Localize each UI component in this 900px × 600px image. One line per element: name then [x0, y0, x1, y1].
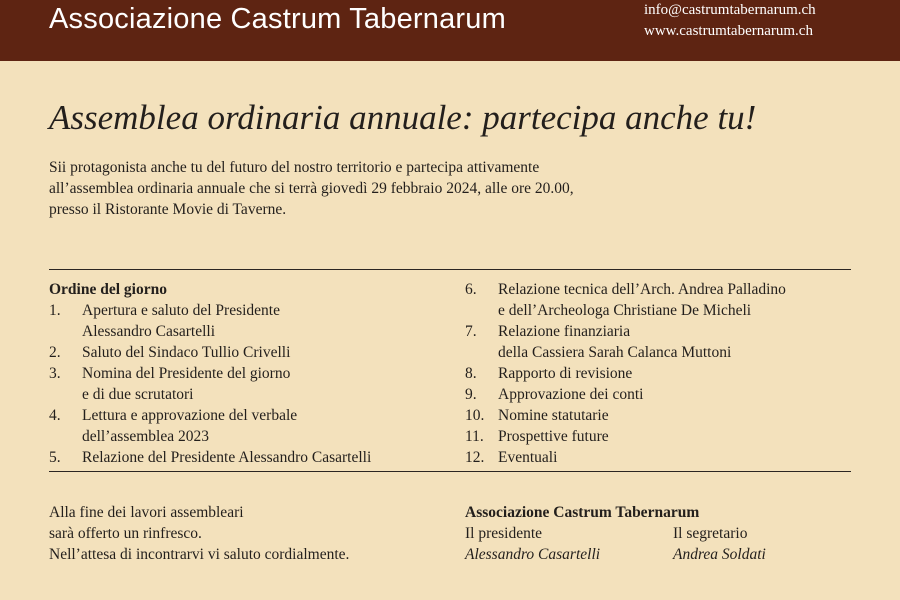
secretary-signature: [673, 523, 766, 565]
secretary-name: Andrea Soldati: [673, 546, 766, 563]
agenda-item-text: Nomina del Presidente del giorno: [82, 365, 291, 382]
intro-line: all’assemblea ordinaria annuale che si terrà giovedì 29 febbraio 2024, alle ore 20.00,: [49, 180, 574, 197]
agenda-item-number: 7.: [465, 323, 477, 340]
closing-line: sarà offerto un rinfresco.: [49, 525, 202, 542]
agenda-item-text: Relazione del Presidente Alessandro Casartelli: [82, 449, 372, 466]
agenda-item-number: 5.: [49, 449, 61, 466]
president-signature: [465, 523, 600, 565]
contact-info: [644, 0, 816, 42]
agenda-item-text: e dell’Archeologa Christiane De Micheli: [498, 302, 752, 319]
agenda-item: [465, 426, 786, 447]
intro-line: Sii protagonista anche tu del futuro del nostro territorio e partecipa attivamente: [49, 159, 540, 176]
intro-line: presso il Ristorante Movie di Taverne.: [49, 201, 287, 218]
agenda-item-number: 6.: [465, 281, 477, 298]
divider-bottom: [49, 471, 851, 472]
agenda-item-number: 11.: [465, 428, 484, 445]
agenda-item-number: 10.: [465, 407, 485, 424]
agenda-item-number: 12.: [465, 449, 485, 466]
agenda-item: [465, 279, 786, 321]
agenda-item-text: Relazione tecnica dell’Arch. Andrea Palladino: [498, 281, 786, 298]
agenda-item-text: Prospettive future: [498, 428, 609, 445]
agenda-item-text: della Cassiera Sarah Calanca Muttoni: [498, 344, 732, 361]
closing-line: Alla fine dei lavori assembleari: [49, 504, 244, 521]
agenda-item: [465, 384, 786, 405]
header-banner: [0, 0, 900, 61]
president-role: Il presidente: [465, 525, 543, 542]
agenda-item: [49, 342, 371, 363]
signature-org: Associazione Castrum Tabernarum: [465, 504, 700, 521]
agenda-item-text: Rapporto di revisione: [498, 365, 633, 382]
association-title: Associazione Castrum Tabernarum: [49, 3, 506, 35]
agenda-item-text: Lettura e approvazione del verbale: [82, 407, 298, 424]
closing-line: Nell’attesa di incontrarvi vi saluto cordialmente.: [49, 546, 350, 563]
agenda-right-column: [465, 279, 786, 468]
agenda-item: [49, 447, 371, 468]
agenda-item-number: 3.: [49, 365, 61, 382]
agenda-item-text: Relazione finanziaria: [498, 323, 631, 340]
agenda-title: Ordine del giorno: [49, 281, 167, 298]
agenda-item: [49, 300, 371, 342]
agenda-item-number: 1.: [49, 302, 61, 319]
president-name: Alessandro Casartelli: [465, 546, 601, 563]
closing-text: [49, 502, 349, 565]
agenda-item: [49, 363, 371, 405]
agenda-item-number: 2.: [49, 344, 61, 361]
agenda-item-text: Saluto del Sindaco Tullio Crivelli: [82, 344, 291, 361]
page-headline: Assemblea ordinaria annuale: partecipa anche tu!: [49, 98, 757, 137]
agenda-item-text: Approvazione dei conti: [498, 386, 644, 403]
agenda-item-text: Nomine statutarie: [498, 407, 609, 424]
agenda-item: [465, 321, 786, 363]
agenda-item-text: Alessandro Casartelli: [82, 323, 216, 340]
agenda-item: [49, 405, 371, 447]
agenda-item-text: e di due scrutatori: [82, 386, 194, 403]
agenda-item: [465, 447, 786, 468]
agenda-item-number: 8.: [465, 365, 477, 382]
website-link[interactable]: www.castrumtabernarum.ch: [644, 23, 813, 39]
agenda-item: [465, 363, 786, 384]
secretary-role: Il segretario: [673, 525, 748, 542]
agenda-left-column: [49, 300, 371, 468]
intro-paragraph: [49, 157, 829, 220]
agenda-item-text: dell’assemblea 2023: [82, 428, 209, 445]
agenda-item: [465, 405, 786, 426]
divider-top: [49, 269, 851, 270]
agenda-item-number: 9.: [465, 386, 477, 403]
agenda-item-text: Apertura e saluto del Presidente: [82, 302, 280, 319]
email-link[interactable]: info@castrumtabernarum.ch: [644, 2, 816, 18]
agenda-item-number: 4.: [49, 407, 61, 424]
agenda-item-text: Eventuali: [498, 449, 558, 466]
